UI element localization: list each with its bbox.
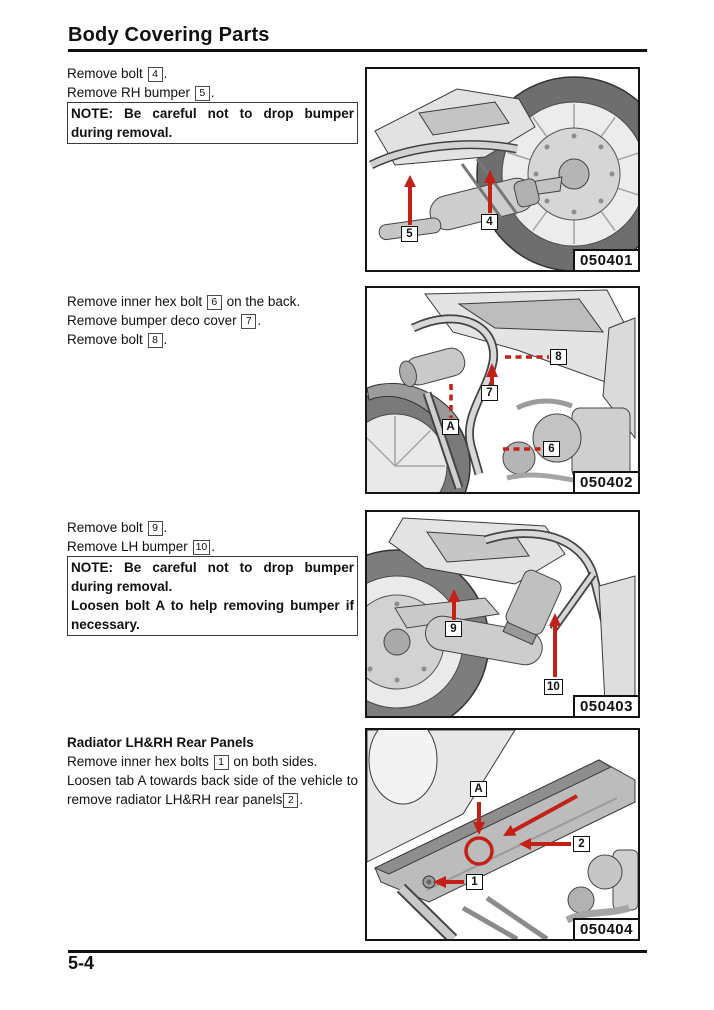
callout-7: 7 (481, 385, 498, 401)
rear-lh-bumper-illustration (367, 512, 638, 716)
part-ref-8: 8 (148, 333, 163, 348)
callout-A: A (442, 419, 459, 435)
page-title: Body Covering Parts (68, 24, 270, 46)
section-1-text (67, 64, 358, 144)
note-box (67, 556, 358, 636)
part-ref-1: 1 (214, 755, 229, 770)
callout-1: 1 (466, 874, 483, 890)
figure-number: 050404 (573, 918, 638, 939)
note-text: NOTE: Be careful not to drop bumper during removal. (71, 106, 354, 140)
bumper-10-arrow (549, 613, 561, 677)
figure-050403 (365, 510, 640, 718)
instruction-line: Remove bolt 9 . (67, 520, 168, 535)
figure-050404 (365, 728, 640, 941)
figure-number: 050401 (573, 249, 638, 270)
figure-050401 (365, 67, 640, 272)
instruction-line: Remove bumper deco cover 7 . (67, 313, 262, 328)
figure-number: 050402 (573, 471, 638, 492)
section-3-text (67, 518, 358, 636)
title-rule (68, 49, 647, 52)
instruction-line: Remove bolt 8 . (67, 332, 168, 347)
instruction-line: Remove inner hex bolts 1 on both sides. (67, 754, 318, 769)
instruction-line: Remove LH bumper 10 . (67, 539, 216, 554)
part-ref-9: 9 (148, 521, 163, 536)
callout-10: 10 (544, 679, 563, 695)
section-2-text (67, 292, 358, 349)
note-box (67, 102, 358, 144)
figure-050402 (365, 286, 640, 494)
radiator-rear-panel-illustration (367, 730, 638, 939)
figure-number: 050403 (573, 695, 638, 716)
callout-5: 5 (401, 226, 418, 242)
part-ref-2: 2 (283, 793, 298, 808)
part-ref-6: 6 (207, 295, 222, 310)
part-ref-5: 5 (195, 86, 210, 101)
section-heading: Radiator LH&RH Rear Panels (67, 735, 254, 750)
part-ref-4: 4 (148, 67, 163, 82)
instruction-line: Loosen tab A towards back side of the vehicle to remove radiator LH&RH rear panels 2 . (67, 773, 358, 807)
callout-A: A (470, 781, 487, 797)
callout-9: 9 (445, 621, 462, 637)
callout-8: 8 (550, 349, 567, 365)
instruction-line: Remove bolt 4 . (67, 66, 168, 81)
footer-rule (68, 950, 647, 953)
part-ref-7: 7 (241, 314, 256, 329)
callout-2: 2 (573, 836, 590, 852)
callout-4: 4 (481, 214, 498, 230)
note-text: Loosen bolt A to help removing bumper if necessary. (71, 598, 354, 632)
note-text: NOTE: Be careful not to drop bumper during removal. (71, 560, 354, 594)
part-ref-10: 10 (193, 540, 211, 555)
instruction-line: Remove inner hex bolt 6 on the back. (67, 294, 301, 309)
instruction-line: Remove RH bumper 5 . (67, 85, 215, 100)
section-4-text (67, 733, 358, 809)
callout-6: 6 (543, 441, 560, 457)
front-bumper-illustration (367, 288, 638, 492)
bolt-5-arrow (404, 175, 416, 225)
page-number: 5-4 (68, 953, 95, 973)
